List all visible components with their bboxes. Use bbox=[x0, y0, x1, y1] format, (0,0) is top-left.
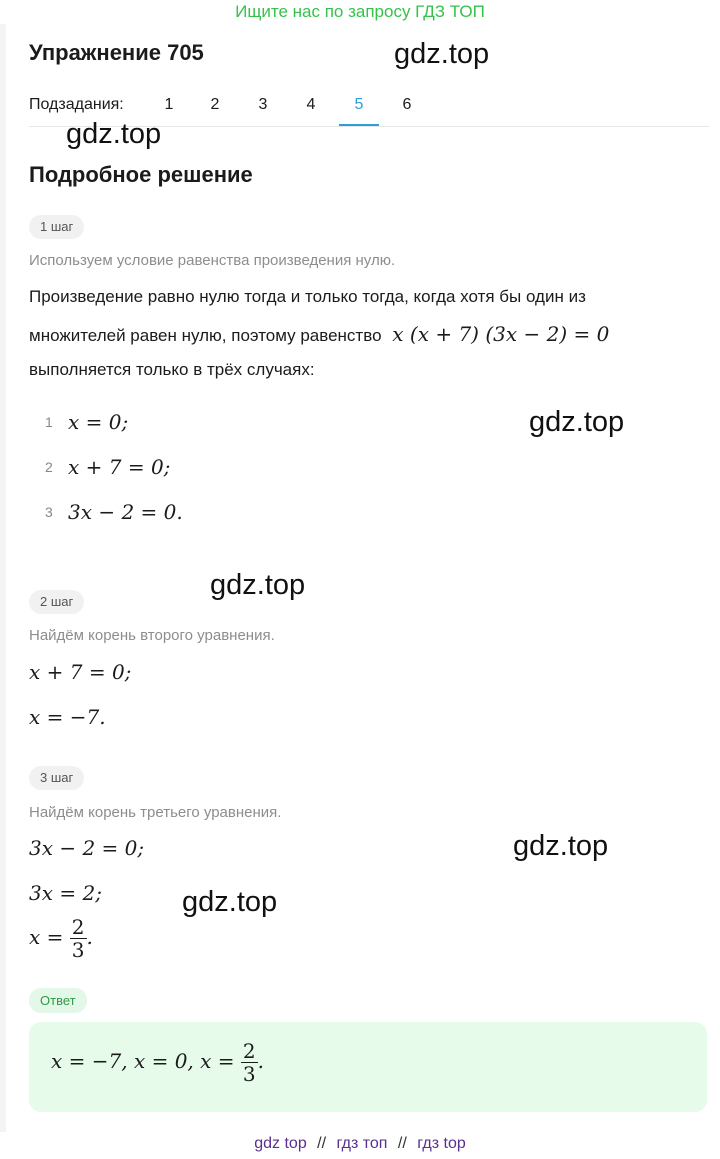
watermark: gdz.top bbox=[529, 406, 625, 438]
tab-subtask-3[interactable]: 3 bbox=[258, 96, 268, 113]
answer-badge: Ответ bbox=[29, 988, 87, 1013]
footer-link[interactable]: гдз top bbox=[417, 1135, 466, 1152]
step-description: Используем условие равенства произведения нулю. bbox=[29, 252, 396, 269]
footer-separator: // bbox=[317, 1135, 327, 1152]
list-number: 3 bbox=[45, 504, 53, 520]
equation-fraction bbox=[29, 916, 93, 961]
left-strip bbox=[0, 24, 6, 1132]
equation: x (x + 7) (3x − 2) = 0 bbox=[392, 322, 610, 346]
fraction bbox=[241, 1040, 258, 1085]
tab-subtask-5[interactable]: 5 bbox=[339, 90, 379, 126]
subtasks-label: Подзадания: bbox=[29, 96, 124, 113]
equation: 3x = 2; bbox=[29, 881, 102, 905]
step-description: Найдём корень второго уравнения. bbox=[29, 627, 275, 644]
tab-subtask-2[interactable]: 2 bbox=[210, 96, 220, 113]
fraction bbox=[70, 916, 87, 961]
fraction-numerator: 2 bbox=[242, 1039, 256, 1063]
page-title: Упражнение 705 bbox=[29, 40, 204, 65]
tab-subtask-4[interactable]: 4 bbox=[306, 96, 316, 113]
footer-link[interactable]: gdz top bbox=[254, 1135, 307, 1152]
equation: x = −7. bbox=[29, 705, 106, 729]
step-badge: 2 шаг bbox=[29, 590, 84, 614]
answer-equation bbox=[51, 1040, 264, 1085]
list-equation: 3x − 2 = 0. bbox=[68, 500, 183, 524]
step-text: выполняется только в трёх случаях: bbox=[29, 360, 315, 379]
top-banner: Ищите нас по запросу ГДЗ ТОП bbox=[235, 2, 485, 21]
fraction-denominator: 3 bbox=[242, 1062, 256, 1086]
answer-part: x = −7, x = 0, x = bbox=[51, 1049, 235, 1073]
tab-subtask-6[interactable]: 6 bbox=[402, 96, 412, 113]
list-equation: x + 7 = 0; bbox=[68, 455, 171, 479]
step-description: Найдём корень третьего уравнения. bbox=[29, 804, 282, 821]
fraction-denominator: 3 bbox=[71, 938, 85, 962]
footer-separator: // bbox=[397, 1135, 407, 1152]
list-number: 1 bbox=[45, 414, 53, 430]
equation: 3x − 2 = 0; bbox=[29, 836, 145, 860]
step-badge: 3 шаг bbox=[29, 766, 84, 790]
equation: x + 7 = 0; bbox=[29, 660, 132, 684]
answer-part: . bbox=[257, 1049, 264, 1073]
watermark: gdz.top bbox=[182, 886, 278, 918]
watermark: gdz.top bbox=[513, 830, 609, 862]
step-badge: 1 шаг bbox=[29, 215, 84, 239]
section-title: Подробное решение bbox=[29, 162, 253, 187]
tab-subtask-1[interactable]: 1 bbox=[164, 96, 174, 113]
watermark: gdz.top bbox=[210, 569, 306, 601]
step-text: Произведение равно нулю тогда и только тогда, когда хотя бы один из bbox=[29, 287, 586, 306]
answer-box bbox=[29, 1022, 707, 1112]
list-equation: x = 0; bbox=[68, 410, 129, 434]
list-number: 2 bbox=[45, 459, 53, 475]
footer-link[interactable]: гдз топ bbox=[336, 1135, 388, 1152]
watermark: gdz.top bbox=[66, 118, 162, 150]
step-text bbox=[29, 322, 609, 346]
equation-part: x = bbox=[29, 925, 64, 949]
equation-part: . bbox=[86, 925, 93, 949]
step-text-part: множителей равен нулю, поэтому равенство bbox=[29, 326, 382, 345]
watermark: gdz.top bbox=[394, 38, 490, 70]
fraction-numerator: 2 bbox=[71, 915, 85, 939]
footer-links bbox=[0, 1132, 720, 1159]
